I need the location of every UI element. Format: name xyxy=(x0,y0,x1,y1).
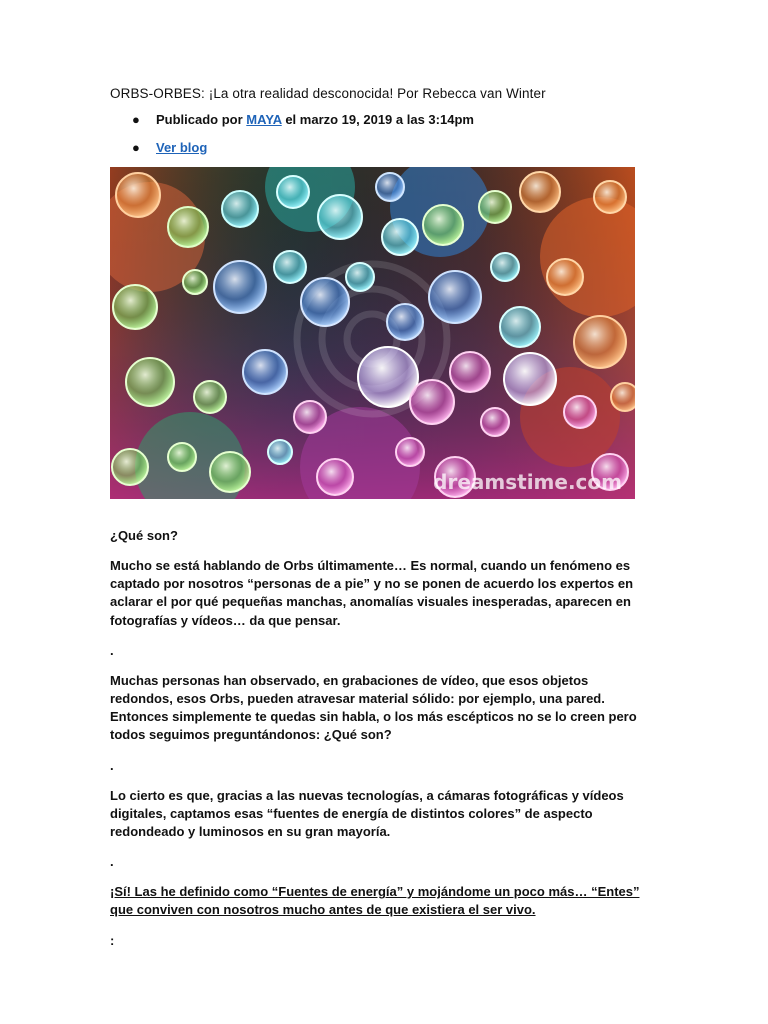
paragraph-3: Lo cierto es que, gracias a las nuevas tecnologías, a cámaras fotográficas y vídeos digitales, captamos esas “fuentes de energía de distintos colores” de aspecto redondeado y luminosos en su gran mayoría. xyxy=(110,787,624,840)
bullet-icon: ● xyxy=(132,112,140,127)
paragraph-4: ¡Sí! Las he definido como “Fuentes de energía” y mojándome un poco más… “Entes” que conviven con nosotros mucho antes de que existiera el ser vivo. xyxy=(110,884,640,918)
published-by-item xyxy=(110,111,640,129)
published-suffix: el marzo 19, 2019 a las 3:14pm xyxy=(281,112,474,127)
view-blog-item xyxy=(110,139,640,157)
section-heading: ¿Qué son? xyxy=(110,528,178,543)
separator-1: . xyxy=(110,642,114,658)
paragraph-1: Mucho se está hablando de Orbs últimamente… Es normal, cuando un fenómeno es captado por nosotros “personas de a pie” y no se ponen de acuerdo los expertos en aclarar el por qué pequeñas manchas, anomalías visuales inesperadas, aparecen en fotografías y vídeos… da que pensar. xyxy=(110,558,634,628)
paragraph-2: Muchas personas han observado, en grabaciones de vídeo, que esos objetos redondos, esos Orbs, pueden atravesar material sólido: por ejemplo, una pared. Entonces simplemente te quedas sin habla, o los más escépticos no se lo creen pero todos seguimos preguntándonos: ¿Qué son? xyxy=(110,672,637,743)
view-blog-link[interactable]: Ver blog xyxy=(156,140,208,155)
orbs-bokeh-image xyxy=(110,167,635,499)
separator-2: . xyxy=(110,757,114,773)
separator-4: : xyxy=(110,932,115,948)
author-link[interactable]: MAYA xyxy=(246,112,282,127)
document-title: ORBS-ORBES: ¡La otra realidad desconocida! Por Rebecca van Winter xyxy=(110,86,546,101)
separator-3: . xyxy=(110,854,114,870)
bullet-icon: ● xyxy=(132,140,140,155)
image-watermark: dreamstime.com xyxy=(433,470,622,494)
document-page xyxy=(110,85,640,962)
meta-list xyxy=(110,111,640,157)
published-prefix: Publicado por xyxy=(156,112,247,127)
